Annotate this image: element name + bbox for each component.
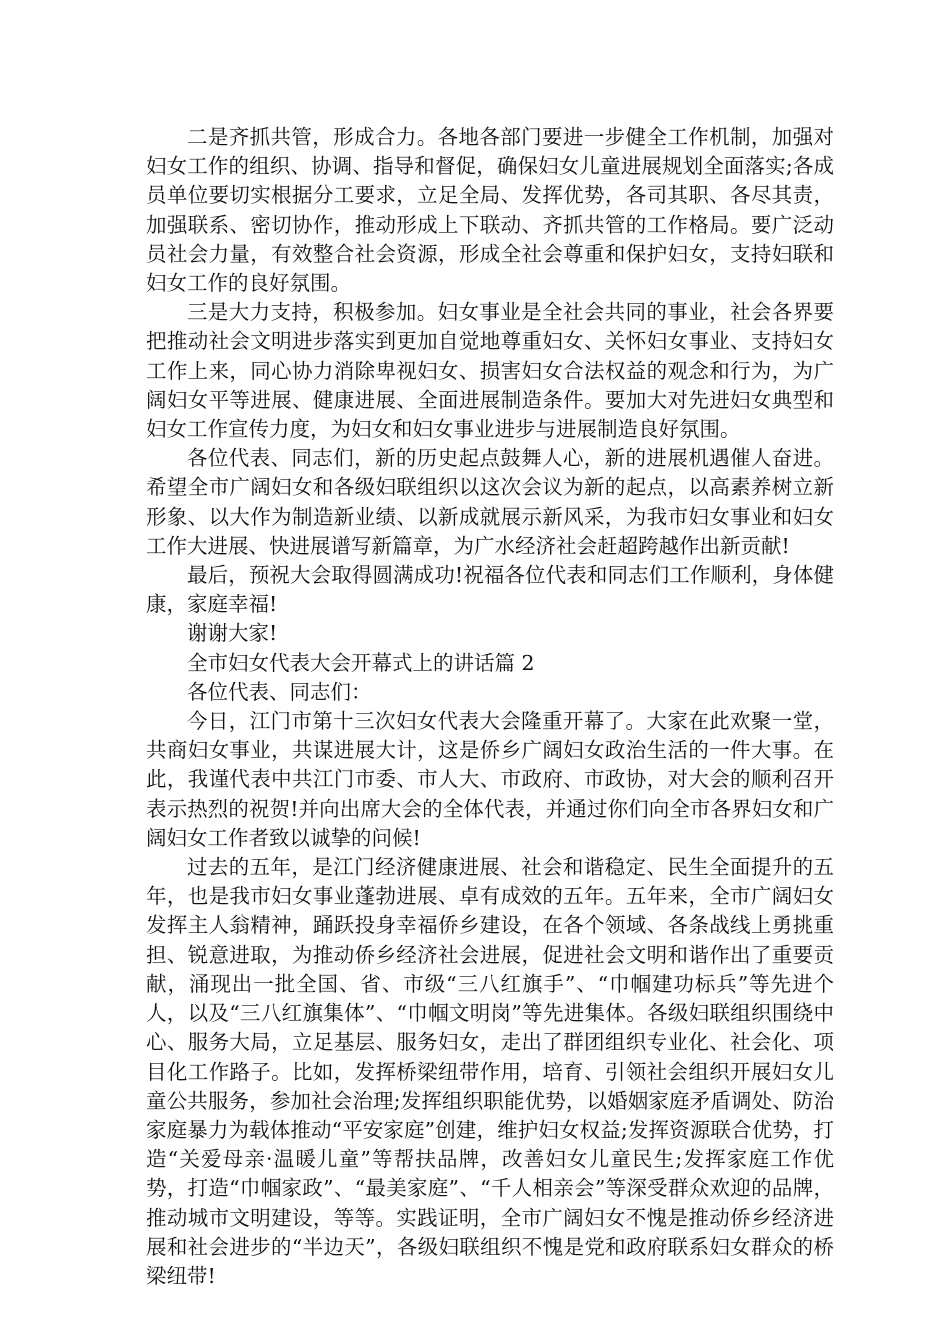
document-body (146, 123, 834, 1291)
paragraph: 最后，预祝大会取得圆满成功!祝福各位代表和同志们工作顺利，身体健康，家庭幸福! (146, 563, 834, 617)
section-heading: 全市妇女代表大会开幕式上的讲话篇 2 (187, 650, 535, 675)
paragraph: 谢谢大家! (187, 621, 278, 646)
paragraph: 今日，江门市第十三次妇女代表大会隆重开幕了。大家在此欢聚一堂，共商妇女事业，共谋进展大计，这是侨乡广阔妇女政治生活的一件大事。在此，我谨代表中共江门市委、市人大、市政府、市政协，对大会的顺利召开表示热烈的祝贺!并向出席大会的全体代表，并通过你们向全市各界妇女和广阔妇女工作者致以诚挚的问候! (146, 709, 834, 850)
paragraph: 各位代表、同志们，新的历史起点鼓舞人心，新的进展机遇催人奋进。希望全市广阔妇女和各级妇联组织以这次会议为新的起点，以高素养树立新形象、以大作为制造新业绩、以新成就展示新风采，为我市妇女事业和妇女工作大进展、快进展谱写新篇章，为广水经济社会赶超跨越作出新贡献! (146, 446, 834, 558)
salutation: 各位代表、同志们： (187, 679, 372, 704)
paragraph: 二是齐抓共管，形成合力。各地各部门要进一步健全工作机制，加强对妇女工作的组织、协调、指导和督促，确保妇女儿童进展规划全面落实;各成员单位要切实根据分工要求，立足全局、发挥优势，各司其职、各尽其责，加强联系、密切协作，推动形成上下联动、齐抓共管的工作格局。要广泛动员社会力量，有效整合社会资源，形成全社会尊重和保护妇女，支持妇联和妇女工作的良好氛围。 (146, 125, 834, 296)
paragraph: 过去的五年，是江门经济健康进展、社会和谐稳定、民生全面提升的五年，也是我市妇女事业蓬勃进展、卓有成效的五年。五年来，全市广阔妇女发挥主人翁精神，踊跃投身幸福侨乡建设，在各个领域、各条战线上勇挑重担、锐意进取，为推动侨乡经济社会进展，促进社会文明和谐作出了重要贡献，涌现出一批全国、省、市级“三八红旗手”、“巾帼建功标兵”等先进个人，以及“三八红旗集体”、“巾帼文明岗”等先进集体。各级妇联组织围绕中心、服务大局，立足基层、服务妇女，走出了群团组织专业化、社会化、项目化工作路子。比如，发挥桥梁纽带作用，培育、引领社会组织开展妇女儿童公共服务，参加社会治理;发挥组织职能优势，以婚姻家庭矛盾调处、防治家庭暴力为载体推动“平安家庭”创建，维护妇女权益;发挥资源联合优势，打造“关爱母亲·温暖儿童”等帮扶品牌，改善妇女儿童民生;发挥家庭工作优势，打造“巾帼家政”、“最美家庭”、“千人相亲会”等深受群众欢迎的品牌，推动城市文明建设，等等。实践证明，全市广阔妇女不愧是推动侨乡经济进展和社会进步的“半边天”，各级妇联组织不愧是党和政府联系妇女群众的桥梁纽带! (146, 855, 834, 1288)
paragraph: 三是大力支持，积极参加。妇女事业是全社会共同的事业，社会各界要把推动社会文明进步落实到更加自觉地尊重妇女、关怀妇女事业、支持妇女工作上来，同心协力消除卑视妇女、损害妇女合法权益的观念和行为，为广阔妇女平等进展、健康进展、全面进展制造条件。要加大对先进妇女典型和妇女工作宣传力度，为妇女和妇女事业进步与进展制造良好氛围。 (146, 300, 834, 442)
